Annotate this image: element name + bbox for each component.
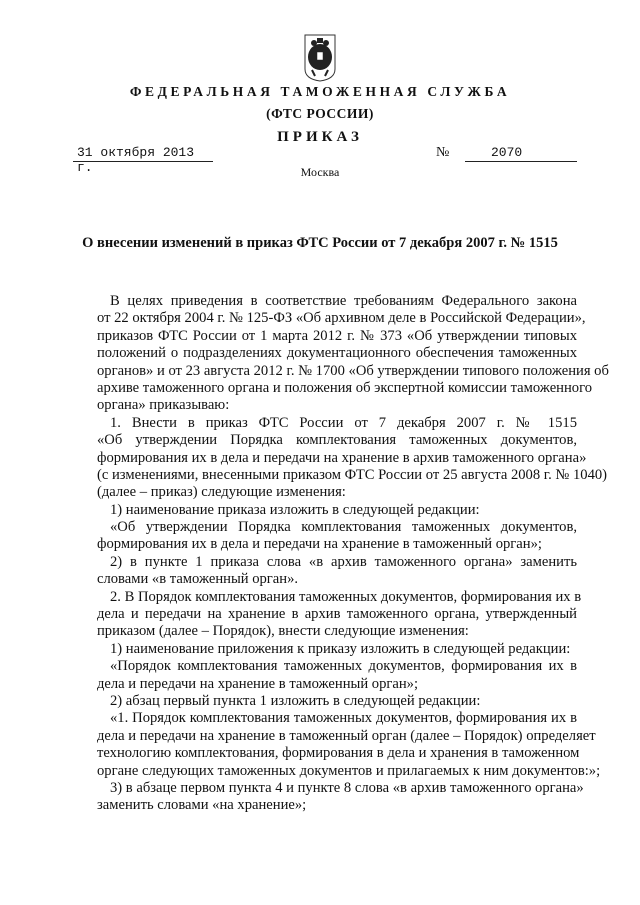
paragraph xyxy=(97,693,577,710)
text-line: «Об утверждении Порядка комплектования таможенных документов, xyxy=(110,519,577,536)
document-subject: О внесении изменений в приказ ФТС России от 7 декабря 2007 г. № 1515 xyxy=(82,235,558,251)
state-emblem-icon xyxy=(303,33,337,83)
paragraph xyxy=(97,519,577,554)
text-line: органов» и от 23 августа 2012 г. № 1700 «Об утверждении типового положения об xyxy=(97,362,609,379)
document-body xyxy=(97,293,609,815)
text-line: приказом (далее – Порядок), внести следующие изменения: xyxy=(97,623,469,640)
number-sign: № xyxy=(436,145,450,160)
text-line: 2. В Порядок комплектования таможенных документов, формирования их в xyxy=(110,588,582,605)
paragraph xyxy=(97,502,577,519)
paragraph xyxy=(97,414,608,502)
text-line: В целях приведения в соответствие требованиям Федерального закона xyxy=(110,293,577,309)
text-line: «1. Порядок комплектования таможенных документов, формирования их в xyxy=(110,710,577,727)
agency-short-name: (ФТС РОССИИ) xyxy=(266,106,374,121)
text-line: «Об утверждении Порядка комплектования таможенных документов, xyxy=(97,432,577,449)
text-line: (с изменениями, внесенными приказом ФТС России от 25 августа 2008 г. № 1040) xyxy=(97,466,608,483)
text-line: от 22 октября 2004 г. № 125-ФЗ «Об архивном деле в Российской Федерации», xyxy=(97,310,586,327)
text-line: дела и передачи на хранение в таможенный орган (далее – Порядок) определяет xyxy=(97,727,596,744)
text-line: 1. Внести в приказ ФТС России от 7 декабря 2007 г. № 1515 xyxy=(110,414,577,431)
agency-name: ФЕДЕРАЛЬНАЯ ТАМОЖЕННАЯ СЛУЖБА xyxy=(129,84,511,99)
order-number: 2070 xyxy=(465,145,577,162)
paragraph xyxy=(97,658,577,693)
paragraph xyxy=(97,554,577,589)
text-line: положений о подразделениях документационного обеспечения таможенных xyxy=(97,345,577,362)
text-line: 1) наименование приказа изложить в следующей редакции: xyxy=(110,501,480,518)
paragraph xyxy=(97,710,601,780)
document-type: ПРИКАЗ xyxy=(277,129,363,145)
paragraph xyxy=(97,293,609,415)
text-line: дела и передачи на хранение в таможенный орган»; xyxy=(97,675,419,692)
text-line: заменить словами «на хранение»; xyxy=(97,797,307,814)
text-line: дела и передачи на хранение в архив таможенного органа, утвержденный xyxy=(97,606,577,623)
text-line: технологию комплектования, формирования в дела и хранения в таможенном xyxy=(97,745,580,762)
text-line: приказов ФТС России от 1 марта 2012 г. № 373 «Об утверждении типовых xyxy=(97,327,577,344)
text-line: 2) в пункте 1 приказа слова «в архив таможенного органа» заменить xyxy=(110,553,577,570)
text-line: органе следующих таможенных документов и прилагаемых к ним документов:»; xyxy=(97,762,601,779)
text-line: 1) наименование приложения к приказу изложить в следующей редакции: xyxy=(110,640,571,657)
text-line: архиве таможенного органа и положения об экспертной комиссии таможенного xyxy=(97,379,593,396)
paragraph xyxy=(97,588,582,641)
text-line: (далее – приказ) следующие изменения: xyxy=(97,484,346,501)
text-line: 3) в абзаце первом пункта 4 и пункте 8 слова «в архив таможенного органа» xyxy=(110,779,584,796)
paragraph xyxy=(97,641,577,658)
text-line: органа» приказываю: xyxy=(97,397,230,414)
text-line: «Порядок комплектования таможенных документов, формирования их в xyxy=(110,658,577,675)
order-date: 31 октября 2013 г. xyxy=(73,145,213,162)
city: Москва xyxy=(300,165,340,179)
text-line: формирования их в дела и передачи на хранение в архив таможенного органа» xyxy=(97,449,587,466)
paragraph xyxy=(97,779,584,815)
text-line: словами «в таможенный орган». xyxy=(97,571,299,588)
text-line: формирования их в дела и передачи на хранение в таможенный орган»; xyxy=(97,536,542,553)
text-line: 2) абзац первый пункта 1 изложить в следующей редакции: xyxy=(110,692,481,709)
